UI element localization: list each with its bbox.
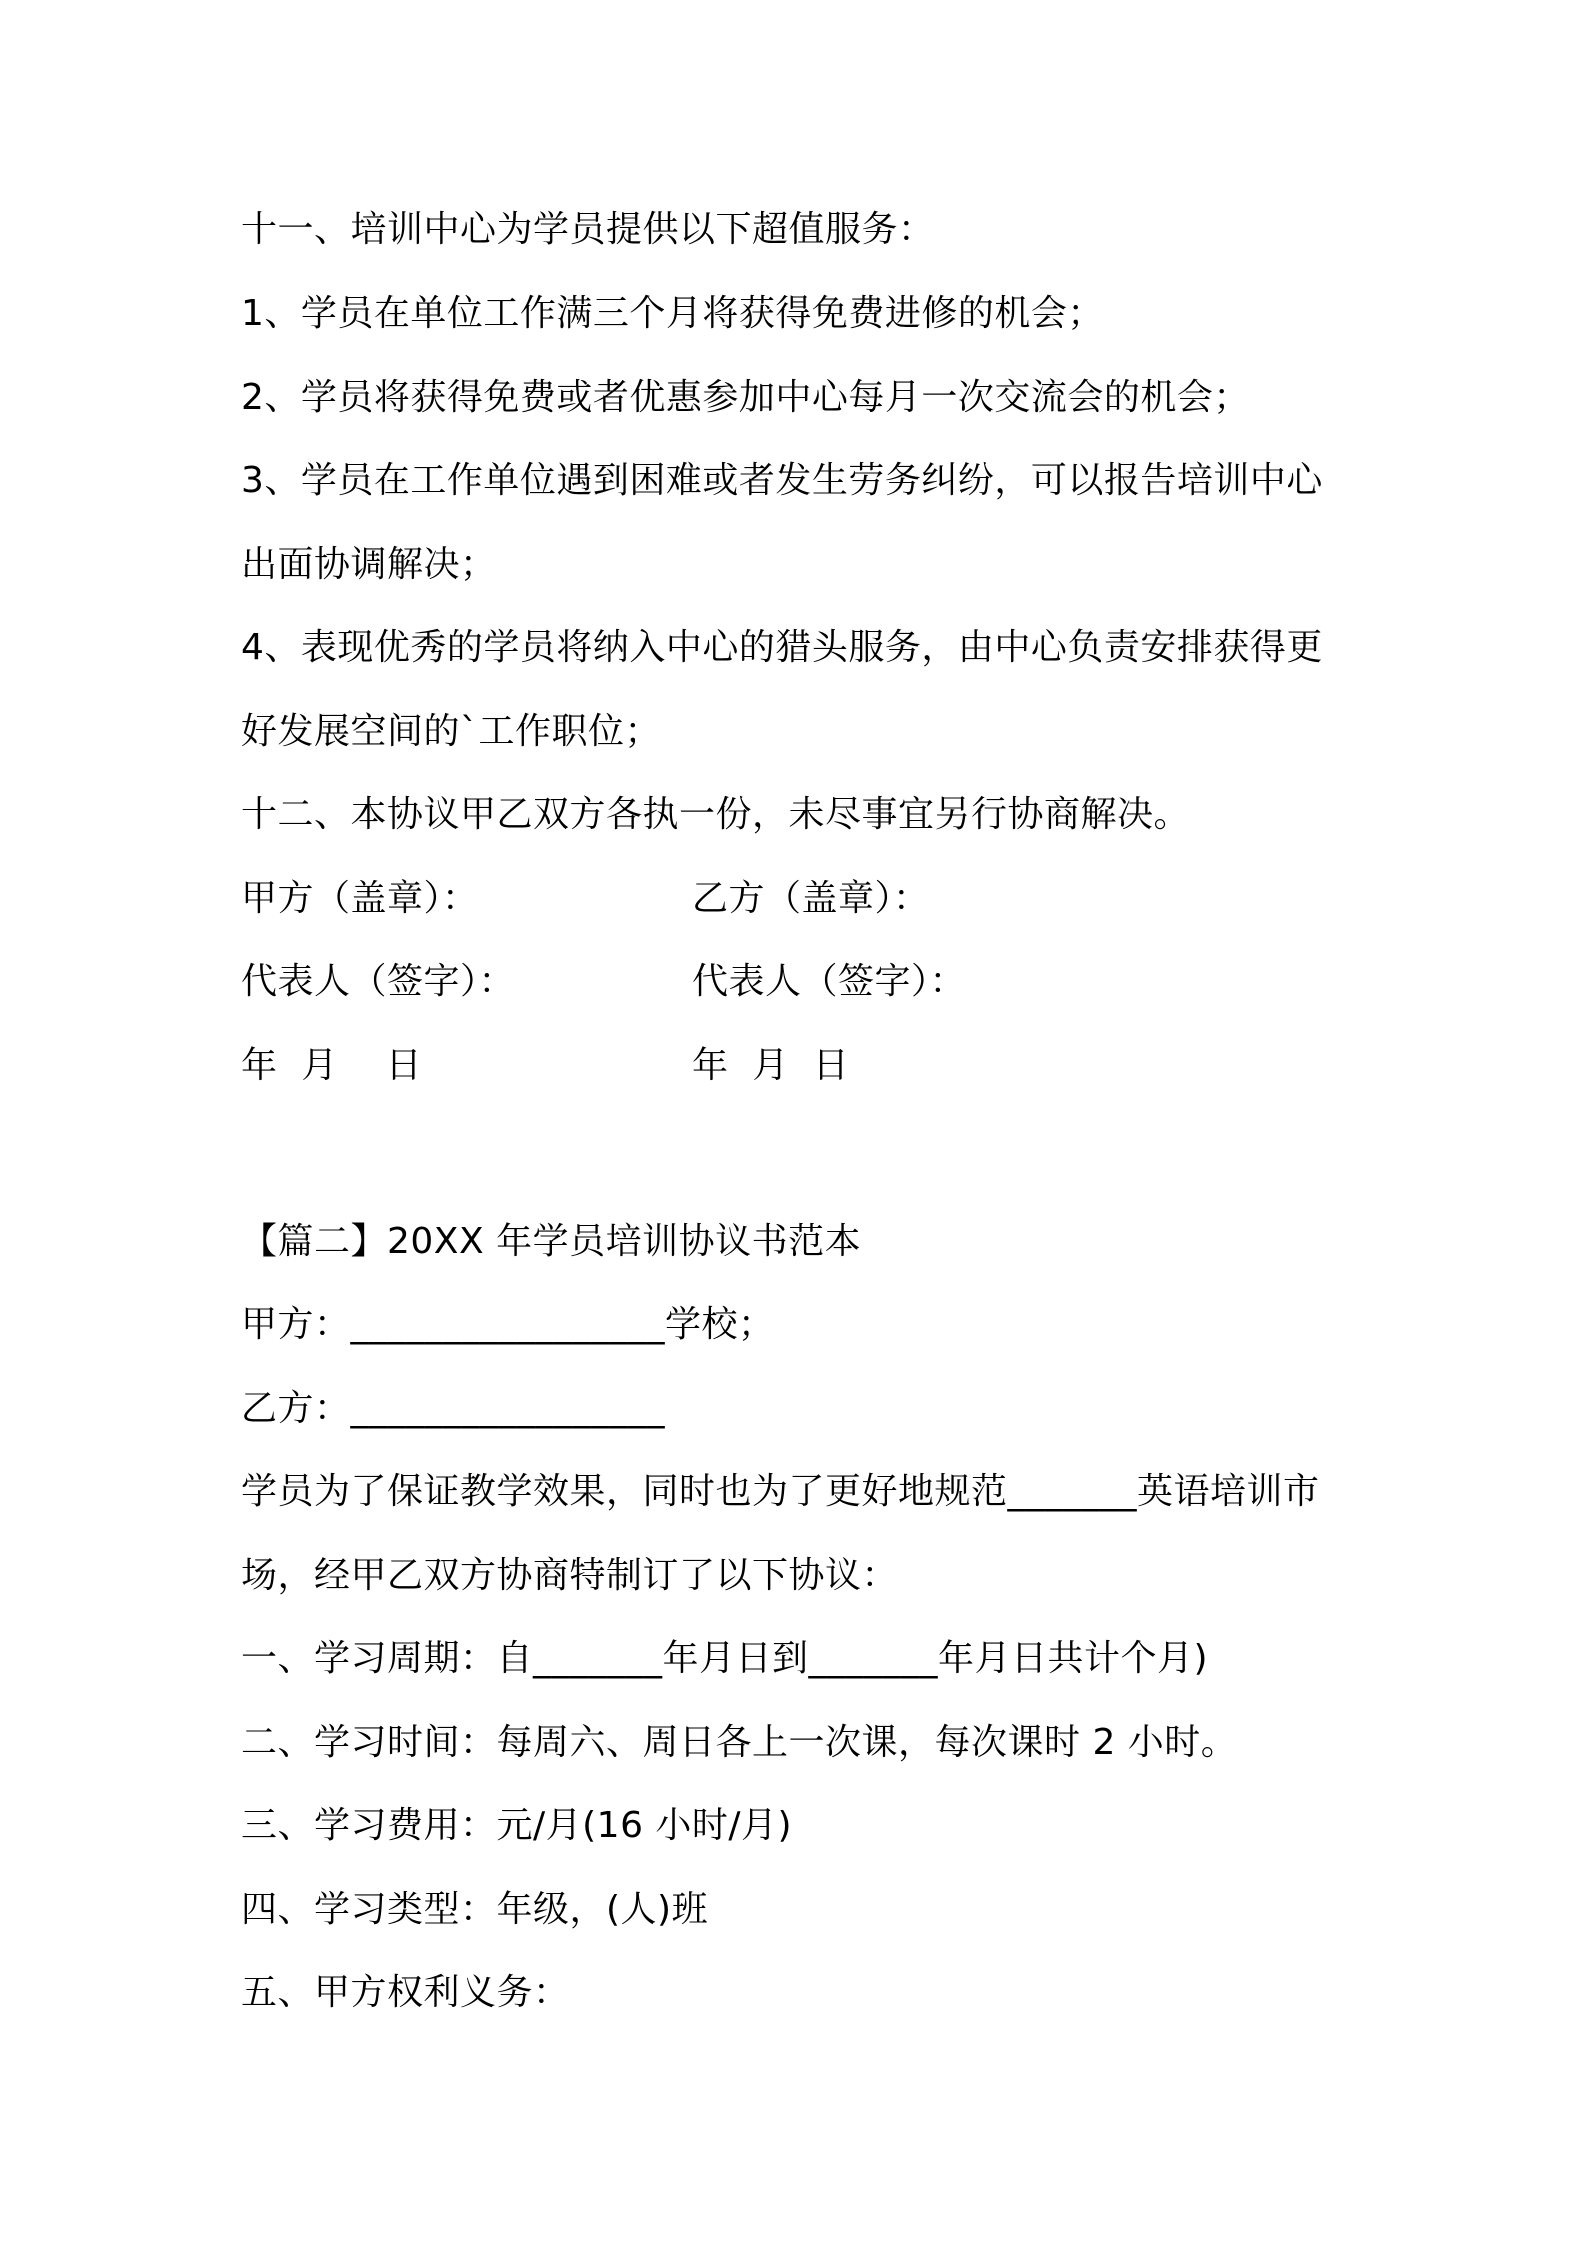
service-item-3: 3、学员在工作单位遇到困难或者发生劳务纠纷，可以报告培训中心: [241, 460, 1323, 501]
clause-4: 四、学习类型：年级，(人)班: [241, 1889, 709, 1930]
party-a-date: 年 月 日: [241, 1045, 423, 1086]
clause-5: 五、甲方权利义务：: [241, 1972, 570, 2013]
part-two-party-b: 乙方：_________________: [241, 1388, 666, 1429]
party-b-seal: 乙方（盖章）：: [692, 878, 930, 919]
section-twelve: 十二、本协议甲乙双方各执一份，未尽事宜另行协商解决。: [241, 794, 1191, 835]
service-item-4: 4、表现优秀的学员将纳入中心的猎头服务，由中心负责安排获得更: [241, 627, 1323, 668]
party-b-rep: 代表人（签字）：: [692, 961, 967, 1002]
party-a-rep: 代表人（签字）：: [241, 961, 516, 1002]
clause-1: 一、学习周期：自_______年月日到_______年月日共计个月): [241, 1638, 1209, 1679]
party-a-seal: 甲方（盖章）：: [241, 878, 479, 919]
service-item-3-cont: 出面协调解决；: [241, 544, 497, 585]
service-item-2: 2、学员将获得免费或者优惠参加中心每月一次交流会的机会；: [241, 377, 1250, 418]
service-item-4-cont: 好发展空间的`工作职位；: [241, 711, 662, 752]
part-two-intro-2: 场，经甲乙双方协商特制订了以下协议：: [241, 1555, 899, 1596]
party-b-date: 年 月 日: [692, 1045, 850, 1086]
service-item-1: 1、学员在单位工作满三个月将获得免费进修的机会；: [241, 293, 1104, 334]
part-two-party-a: 甲方：_________________学校；: [241, 1304, 775, 1345]
clause-2: 二、学习时间：每周六、周日各上一次课，每次课时 2 小时。: [241, 1722, 1238, 1763]
part-two-title: 【篇二】20XX 年学员培训协议书范本: [241, 1221, 862, 1262]
section-eleven-heading: 十一、培训中心为学员提供以下超值服务：: [241, 209, 935, 250]
clause-3: 三、学习费用：元/月(16 小时/月): [241, 1805, 793, 1846]
part-two-intro-1: 学员为了保证教学效果，同时也为了更好地规范_______英语培训市: [241, 1471, 1320, 1512]
